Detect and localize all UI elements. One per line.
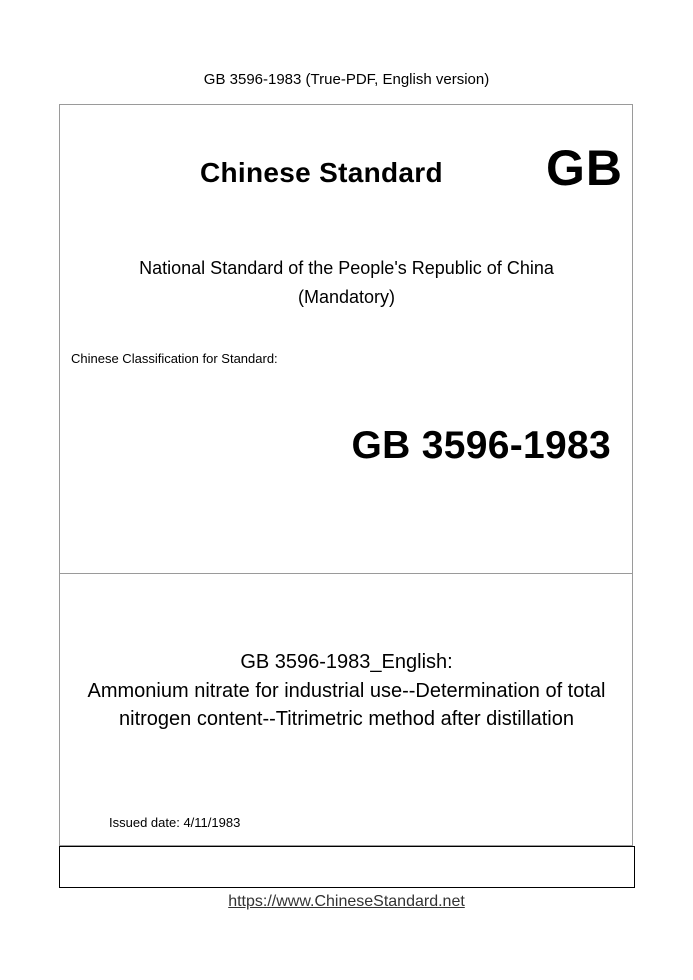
cover-title: Chinese Standard <box>200 157 443 188</box>
national-standard-line: National Standard of the People's Republic of China <box>139 258 554 278</box>
english-title-line2: Ammonium nitrate for industrial use--Determination of total <box>87 680 606 702</box>
footer-link[interactable]: https://www.ChineseStandard.net <box>228 893 465 910</box>
english-title-line1: GB 3596-1983_English: <box>240 651 453 673</box>
mandatory-label: (Mandatory) <box>297 287 396 307</box>
cover-footer-box <box>59 846 635 888</box>
gb-mark: GB <box>546 140 623 196</box>
page-header: GB 3596-1983 (True-PDF, English version) <box>203 71 490 88</box>
classification-label: Chinese Classification for Standard: <box>71 351 278 366</box>
english-title-line3: nitrogen content--Titrimetric method after distillation <box>119 708 574 730</box>
standard-number: GB 3596-1983 <box>351 424 611 467</box>
issued-date: Issued date: 4/11/1983 <box>109 815 241 830</box>
